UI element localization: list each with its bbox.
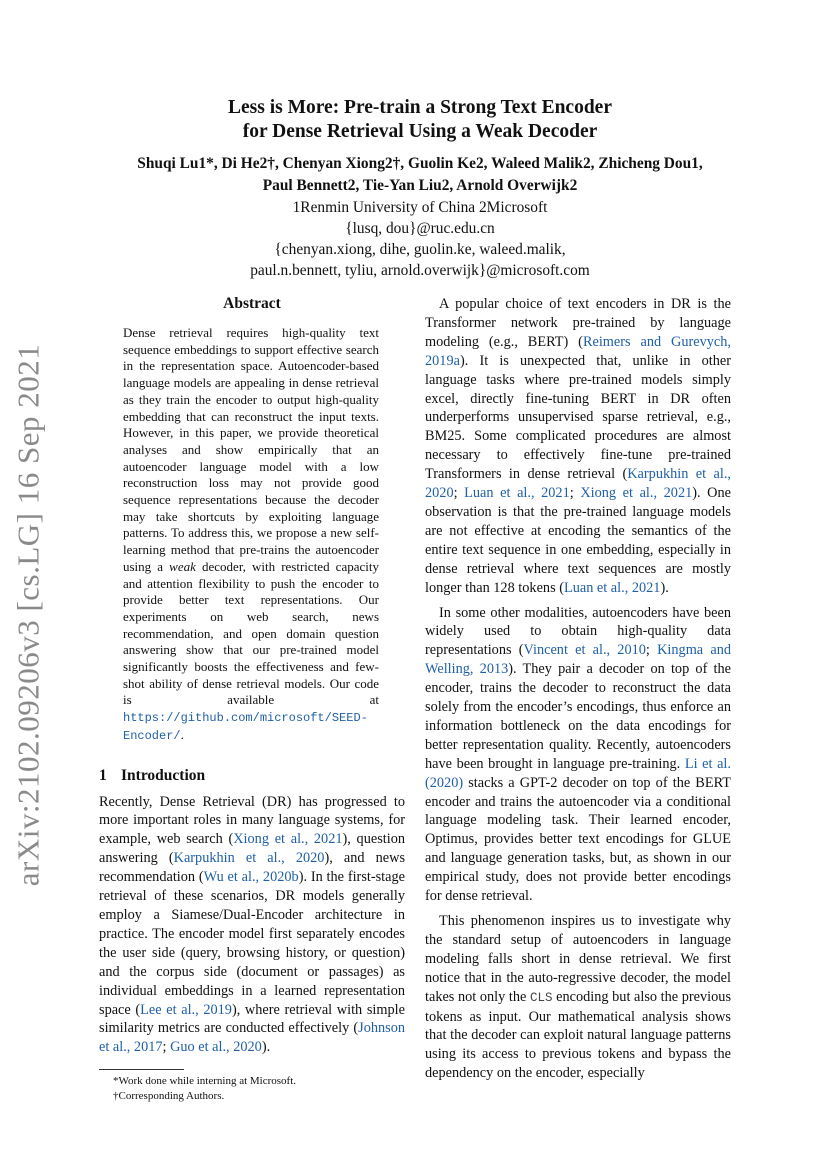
section-heading-introduction (99, 767, 405, 785)
abstract-text-b: decoder, with restricted capacity and attention flexibility to push the encoder to provide better text representations. Our experiments on web search, news recommendation, and open domain question answering show that our pre-trained model significantly boosts the effectiveness and few-shot ability of dense retrieval models. Our code is available at (123, 558, 379, 708)
body-text: ). They pair a decoder on top of the encoder, trains the decoder to reconstruct the data solely from the encoder’s encodings, thus enforce an information bottleneck on the data encodings for better representation quality. Recently, autoencoders have been brought in language pre-training. (425, 661, 731, 772)
citation-link[interactable]: Luan et al., 2021 (464, 485, 570, 502)
email-ruc: {lusq, dou}@ruc.edu.cn (345, 220, 495, 237)
citation-link[interactable]: Li et al. (2020) (425, 755, 731, 791)
arxiv-id-text: arXiv:2102.09206v3 [cs.LG] 16 Sep 2021 (10, 343, 45, 887)
footnotes (99, 1074, 405, 1103)
intro-paragraph-1 (99, 793, 405, 1058)
citation-separator: ; (569, 485, 581, 502)
citation-link[interactable]: Karpukhin et al., 2020 (425, 466, 731, 502)
citation-separator: ; (453, 485, 465, 502)
body-text: This phenomenon inspires us to investigate why the standard setup of autoencoders in language modeling falls short in dense retrieval. We first notice that in the auto-regressive decoder, the model takes not only the (425, 913, 731, 1005)
citation-link[interactable]: Reimers and Gurevych, 2019a (425, 333, 731, 369)
right-paragraph-1 (425, 295, 731, 598)
abstract-weak-emph: weak (169, 558, 196, 574)
section-number: 1 (99, 766, 107, 784)
authors-line-1: Shuqi Lu1*, Di He2†, Chenyan Xiong2†, Guolin Ke2, Waleed Malik2, Zhicheng Dou1, (137, 155, 703, 172)
citation-link[interactable]: Xiong et al., 2021 (580, 485, 693, 502)
citation-separator: ; (162, 1039, 171, 1056)
right-paragraph-2 (425, 604, 731, 907)
body-text: A popular choice of text encoders in DR is the Transformer network pre-trained by language modeling (e.g., BERT) ( (425, 296, 731, 350)
right-column (425, 295, 731, 1083)
citation-link[interactable]: Karpukhin et al., 2020 (173, 850, 325, 867)
email-microsoft-1: {chenyan.xiong, dihe, guolin.ke, waleed.malik, (274, 241, 566, 258)
abstract-heading: Abstract (223, 295, 281, 312)
body-text: ). (660, 579, 669, 596)
intro-text: ), and news recommendation ( (99, 850, 406, 886)
code-link[interactable]: https://github.com/microsoft/SEED-Encoder/ (123, 711, 368, 743)
footnote-rule (99, 1069, 184, 1070)
email-microsoft-2: paul.n.bennett, tyliu, arnold.overwijk}@microsoft.com (250, 262, 590, 279)
title-line-2: for Dense Retrieval Using a Weak Decoder (242, 121, 598, 142)
body-text: ). It is unexpected that, unlike in other language tasks where pre-trained models simply excel, directly fine-tuning BERT in DR often underperforms unsupervised sparse retrieval, e.g., BM25. Some complicated procedures are almost necessary to effectively fine-tune pre-trained Transformers in dense retrieval ( (425, 352, 731, 483)
right-paragraph-3 (425, 912, 731, 1083)
citation-link[interactable]: Kingma and Welling, 2013 (425, 642, 732, 678)
paper-title (90, 96, 750, 144)
citation-link[interactable]: Johnson et al., 2017 (99, 1020, 405, 1056)
citation-link[interactable]: Xiong et al., 2021 (233, 831, 343, 848)
body-text: stacks a GPT-2 decoder on top of the BERT encoder and trains the autoencoder via a conditional language modeling task. Their learned encoder, Optimus, provides better text encodings for GLUE and language generation tasks, but, as shown in our empirical study, does not provide better encodings for dense retrieval. (425, 774, 731, 905)
section-title: Introduction (121, 766, 206, 784)
footnote-1: *Work done while interning at Microsoft. (113, 1075, 297, 1088)
intro-text: ), question answering ( (99, 831, 405, 867)
left-column (99, 295, 405, 1103)
citation-link[interactable]: Luan et al., 2021 (563, 579, 661, 596)
intro-text: ), where retrieval with simple similarity metrics are conducted effectively ( (99, 1001, 405, 1037)
arxiv-side-stamp (2, 343, 54, 887)
body-text: In some other modalities, autoencoders have been widely used to obtain high-quality data representations ( (425, 604, 731, 659)
body-text: ). One observation is that the pre-trained language models are not effective at encoding the semantics of the entire text sequence in one embedding, especially in dense retrieval where text sequences are mostly longer than 128 tokens ( (425, 485, 732, 596)
affiliations: 1Renmin University of China 2Microsoft (292, 199, 548, 216)
paper-header (90, 96, 750, 281)
authors-line-2: Paul Bennett2, Tie-Yan Liu2, Arnold Overwijk2 (262, 177, 578, 194)
abstract-text-a: Dense retrieval requires high-quality text sequence embeddings to support effective search in the representation space. Autoencoder-based language models are appealing in dense retrieval as they train the encoder to output high-quality embedding that can reconstruct the input texts. However, in this paper, we provide theoretical analyses and show empirically that an autoencoder language model with a low reconstruction loss may not provide good sequence representations because the decoder may take shortcuts by exploiting language patterns. To address this, we propose a new self-learning method that pre-trains the autoencoder using a (123, 325, 379, 574)
footnote-2: †Corresponding Authors. (113, 1089, 225, 1102)
citation-link[interactable]: Lee et al., 2019 (140, 1001, 232, 1018)
author-list (90, 153, 750, 197)
abstract-body (123, 325, 379, 745)
cls-token: CLS (530, 990, 553, 1005)
title-line-1: Less is More: Pre-train a Strong Text Encoder (227, 97, 612, 118)
body-text: encoding but also the previous tokens as input. Our mathematical analysis shows that the decoder can exploit natural language patterns using its access to previous tokens and bypass the dependency on the encoder, especially (425, 988, 732, 1082)
citation-separator: ; (645, 642, 658, 659)
citation-link[interactable]: Vincent et al., 2010 (523, 642, 646, 659)
intro-text: ). In the first-stage retrieval of these scenarios, DR models generally employ a Siamese/Dual-Encoder architecture in practice. The encoder model first separately encodes the user side (query, browsing history, or question) and the corpus side (document or passages) as individual embeddings in a learned representation space ( (99, 869, 405, 1018)
intro-text: ). (261, 1039, 271, 1056)
abstract-end: . (180, 726, 184, 742)
intro-text: Recently, Dense Retrieval (DR) has progressed to more important roles in many language systems, for example, web search ( (99, 793, 405, 848)
citation-link[interactable]: Guo et al., 2020 (170, 1039, 262, 1056)
citation-link[interactable]: Wu et al., 2020b (203, 869, 299, 886)
